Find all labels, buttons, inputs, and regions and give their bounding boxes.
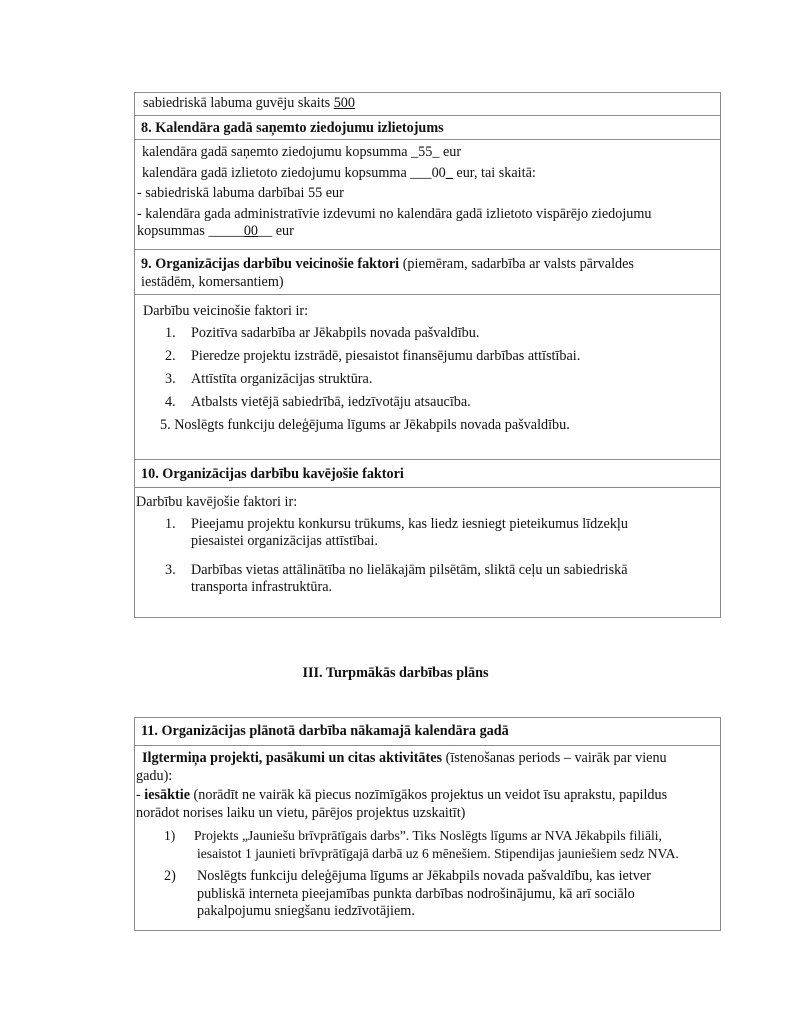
- section-title: III. Turpmākās darbības plāns: [302, 665, 489, 681]
- s10-heading: 10. Organizācijas darbību kavējošie faktori: [141, 466, 404, 482]
- s8-line1: kalendāra gadā saņemto ziedojumu kopsumma _55_ eur: [142, 144, 462, 160]
- list-item-num: 1.: [165, 324, 176, 341]
- s8-line5-post: __ eur: [258, 223, 294, 239]
- s11-started-dash: -: [136, 787, 145, 803]
- list-item-num: 3.: [165, 561, 176, 578]
- s8-line4: - kalendāra gada administratīvie izdevumi no kalendāra gadā izlietoto vispārējo ziedojumu: [137, 205, 652, 222]
- list-item-text: Pieredze projektu izstrādē, piesaistot finansējumu darbības attīstībai.: [191, 347, 581, 364]
- list-item-text: Attīstīta organizācijas struktūra.: [191, 370, 373, 387]
- s11-started-bold: iesāktie: [144, 787, 190, 803]
- s8-line2-post: eur, tai skaitā:: [452, 164, 536, 181]
- s10-heading-cell: [135, 459, 720, 487]
- list-item: [141, 371, 714, 394]
- list-item-line1: Noslēgts funkciju deleģējuma līgums ar Jēkabpils novada pašvaldību, kas ietver: [197, 868, 651, 884]
- s11-heading-cell: [135, 718, 720, 745]
- list-item: [141, 394, 714, 417]
- list-item-num: 1): [164, 828, 176, 843]
- s11-body-cell: [135, 745, 720, 930]
- list-item: [141, 325, 714, 348]
- s8-body-cell: [135, 139, 720, 249]
- s8-line3: - sabiedriskā labuma darbībai 55 eur: [137, 185, 344, 201]
- list-item: [136, 827, 714, 865]
- report-table-top: [134, 92, 721, 618]
- beneficiaries-label: sabiedriskā labuma guvēju skaits: [143, 95, 334, 111]
- list-item-text: Pozitīva sadarbība ar Jēkabpils novada pašvaldību.: [191, 324, 480, 341]
- list-item-num: 4.: [165, 393, 176, 410]
- s11-heading: 11. Organizācijas plānotā darbība nākamajā kalendāra gadā: [141, 723, 509, 739]
- list-item: [136, 516, 714, 556]
- s9-heading-rest: (piemēram, sadarbība ar valsts pārvaldes: [399, 256, 634, 272]
- list-item: [136, 562, 714, 602]
- list-item: [136, 868, 714, 922]
- s9-item5: 5. Noslēgts funkciju deleģējuma līgums ar Jēkabpils novada pašvaldību.: [160, 416, 570, 433]
- s11-long-rest: (īstenošanas periods – vairāk par vienu: [442, 750, 667, 766]
- s9-body-cell: [135, 294, 720, 459]
- list-item-num: 3.: [165, 370, 176, 387]
- s11-long-bold: Ilgtermiņa projekti, pasākumi un citas aktivitātes: [142, 750, 443, 766]
- s8-line5: [137, 223, 714, 241]
- list-item-num: 2.: [165, 347, 176, 364]
- list-item-line2: iesaistot 1 jaunieti brīvprātīgajā darbā uz 6 mēnešiem. Stipendijas jauniešiem sedz NVA.: [197, 845, 679, 861]
- s9-heading-bold: 9. Organizācijas darbību veicinošie faktori: [141, 256, 400, 272]
- list-item-line2: publiskā interneta pieejamības punkta darbības nodrošinājumu, kā arī sociālo: [197, 885, 635, 902]
- s8-line5-u: 00: [243, 223, 258, 239]
- s9-intro: Darbību veicinošie faktori ir:: [143, 303, 309, 319]
- s9-heading-cell: [135, 249, 720, 294]
- s8-heading: 8. Kalendāra gadā saņemto ziedojumu izlietojums: [141, 120, 444, 136]
- s10-body-cell: [135, 487, 720, 617]
- s9-list: [141, 325, 714, 417]
- list-item-text: Atbalsts vietējā sabiedrībā, iedzīvotāju atsaucība.: [191, 393, 471, 410]
- report-table-plan: [134, 717, 721, 931]
- s9-heading-line2: iestādēm, komersantiem): [141, 273, 284, 290]
- list-item-line2: piesaistei organizācijas attīstībai.: [191, 533, 378, 549]
- s11-started-line2: norādot norises laiku un vietu, pārējos projektus uzskaitīt): [136, 804, 466, 821]
- list-item-line2: transporta infrastruktūra.: [191, 579, 333, 595]
- s8-line2: [137, 165, 714, 183]
- list-item: [141, 348, 714, 371]
- beneficiaries-value: 500: [333, 95, 355, 111]
- s8-heading-cell: [135, 115, 720, 139]
- list-item-num: 1.: [165, 515, 176, 532]
- s8-line5-pre: kopsummas _____: [137, 223, 244, 239]
- list-item-line1: Darbības vietas attālinātība no lielākajām pilsētām, sliktā ceļu un sabiedriskā: [191, 561, 628, 578]
- s11-started-rest: (norādīt ne vairāk kā piecus nozīmīgākos projektus un veidot īsu aprakstu, papildus: [190, 787, 668, 803]
- list-item-line3: pakalpojumu sniegšanu iedzīvotājiem.: [197, 903, 415, 919]
- beneficiaries-row: [135, 93, 720, 115]
- s11-long-line2: gadu):: [136, 767, 173, 784]
- list-item-num: 2): [164, 868, 176, 884]
- s8-line2-pre: kalendāra gadā izlietoto ziedojumu kopsumma ___00: [142, 164, 446, 181]
- list-item-line1: Pieejamu projektu konkursu trūkums, kas liedz iesniegt pieteikumus līdzekļu: [191, 515, 628, 532]
- list-item-line1: Projekts „Jauniešu brīvprātīgais darbs”. Tiks Noslēgts līgums ar NVA Jēkabpils filiāli,: [194, 828, 662, 843]
- s8-line2-u: _: [445, 164, 453, 181]
- s10-intro: Darbību kavējošie faktori ir:: [136, 494, 298, 510]
